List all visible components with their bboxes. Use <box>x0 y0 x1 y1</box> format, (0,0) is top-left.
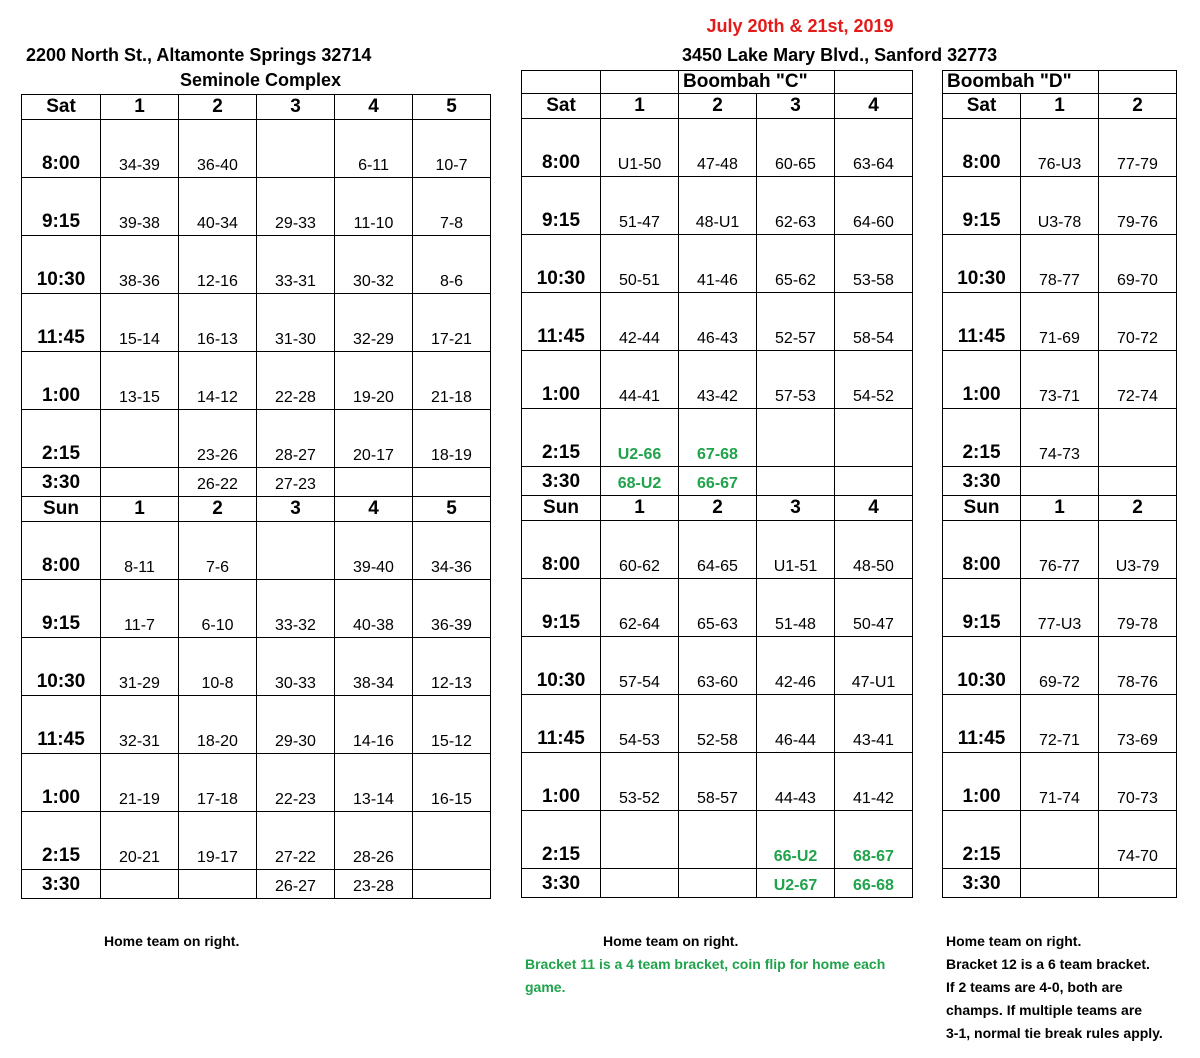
time-slot: 10:30 <box>943 637 1021 695</box>
schedule-row <box>522 579 913 637</box>
game-cell: 14-12 <box>179 352 257 410</box>
game-cell: 58-57 <box>679 753 757 811</box>
boombah-c-sat <box>522 94 913 496</box>
boombah-d-sat <box>943 94 1177 496</box>
game-cell: 50-47 <box>835 579 913 637</box>
schedule-row <box>22 522 491 580</box>
game-cell: 42-46 <box>757 637 835 695</box>
field-header: 1 <box>601 94 679 119</box>
game-cell: 54-53 <box>601 695 679 753</box>
time-slot: 10:30 <box>522 235 601 293</box>
time-slot: 8:00 <box>522 119 601 177</box>
game-cell: 41-42 <box>835 753 913 811</box>
game-cell <box>757 409 835 467</box>
time-slot: 8:00 <box>522 521 601 579</box>
game-cell: 18-20 <box>179 696 257 754</box>
schedule-row <box>22 178 491 236</box>
game-cell: 57-53 <box>757 351 835 409</box>
game-cell: 19-20 <box>335 352 413 410</box>
game-cell: 62-63 <box>757 177 835 235</box>
field-header: 3 <box>257 95 335 120</box>
game-cell <box>601 811 679 869</box>
schedule-row <box>22 120 491 178</box>
time-slot: 11:45 <box>22 696 101 754</box>
schedule-row <box>522 521 913 579</box>
game-cell: 66-67 <box>679 467 757 496</box>
field-header: 1 <box>601 496 679 521</box>
schedule-row <box>22 236 491 294</box>
game-cell: U2-66 <box>601 409 679 467</box>
time-slot: 1:00 <box>22 754 101 812</box>
field-header: 3 <box>757 94 835 119</box>
day-header: Sun <box>943 496 1021 521</box>
game-cell: 28-26 <box>335 812 413 870</box>
schedule-row <box>22 410 491 468</box>
game-cell: 17-21 <box>413 294 491 352</box>
game-cell: 41-46 <box>679 235 757 293</box>
time-slot: 3:30 <box>943 467 1021 496</box>
time-slot: 10:30 <box>522 637 601 695</box>
game-cell <box>179 870 257 899</box>
game-cell: 48-U1 <box>679 177 757 235</box>
time-slot: 11:45 <box>522 293 601 351</box>
time-slot: 11:45 <box>943 293 1021 351</box>
day-header: Sun <box>22 497 101 522</box>
boombah-c-title: Boombah "C" <box>679 71 835 94</box>
schedule-row <box>522 869 913 898</box>
game-cell: 33-31 <box>257 236 335 294</box>
game-cell <box>413 812 491 870</box>
game-cell: 64-65 <box>679 521 757 579</box>
boombah-d-note-line: If 2 teams are 4-0, both are <box>946 979 1123 995</box>
game-cell: 8-6 <box>413 236 491 294</box>
game-cell: 28-27 <box>257 410 335 468</box>
game-cell: 34-39 <box>101 120 179 178</box>
game-cell <box>1099 869 1177 898</box>
game-cell: 8-11 <box>101 522 179 580</box>
game-cell: 11-7 <box>101 580 179 638</box>
game-cell: 63-60 <box>679 637 757 695</box>
game-cell: 23-26 <box>179 410 257 468</box>
game-cell: 51-47 <box>601 177 679 235</box>
game-cell: 48-50 <box>835 521 913 579</box>
game-cell: 20-17 <box>335 410 413 468</box>
time-slot: 8:00 <box>943 119 1021 177</box>
time-slot: 8:00 <box>22 522 101 580</box>
game-cell: 77-U3 <box>1021 579 1099 637</box>
game-cell: 29-33 <box>257 178 335 236</box>
game-cell: 10-8 <box>179 638 257 696</box>
boombah-c-home-note: Home team on right. <box>603 933 739 949</box>
game-cell: 71-69 <box>1021 293 1099 351</box>
boombah-d-note-line: 3-1, normal tie break rules apply. <box>946 1025 1163 1041</box>
game-cell: 31-30 <box>257 294 335 352</box>
time-slot: 2:15 <box>22 410 101 468</box>
game-cell: 78-77 <box>1021 235 1099 293</box>
field-header: 2 <box>679 496 757 521</box>
game-cell <box>1021 811 1099 869</box>
field-header: 4 <box>335 95 413 120</box>
game-cell <box>335 468 413 497</box>
schedule-row <box>522 467 913 496</box>
game-cell: 72-74 <box>1099 351 1177 409</box>
bracket-11-note: Bracket 11 is a 4 team bracket, coin flip for home each game. <box>525 956 886 995</box>
schedule-row <box>943 293 1177 351</box>
game-cell: U1-51 <box>757 521 835 579</box>
game-cell: 36-39 <box>413 580 491 638</box>
boombah-c-title-spacer <box>601 71 679 94</box>
game-cell <box>679 869 757 898</box>
game-cell: 21-19 <box>101 754 179 812</box>
game-cell: 57-54 <box>601 637 679 695</box>
game-cell: 74-73 <box>1021 409 1099 467</box>
game-cell: 53-52 <box>601 753 679 811</box>
sanford-address: 3450 Lake Mary Blvd., Sanford 32773 <box>682 45 998 65</box>
schedule-row <box>943 409 1177 467</box>
schedule-row <box>22 812 491 870</box>
game-cell: 50-51 <box>601 235 679 293</box>
field-header: 2 <box>1099 94 1177 119</box>
game-cell: 30-32 <box>335 236 413 294</box>
schedule-row <box>22 580 491 638</box>
time-slot: 2:15 <box>22 812 101 870</box>
schedule-row <box>522 811 913 869</box>
game-cell <box>101 468 179 497</box>
schedule-row <box>22 696 491 754</box>
game-cell: 38-34 <box>335 638 413 696</box>
time-slot: 11:45 <box>22 294 101 352</box>
game-cell <box>1099 409 1177 467</box>
boombah-c-schedule-table <box>521 70 913 898</box>
time-slot: 1:00 <box>943 753 1021 811</box>
game-cell: 43-41 <box>835 695 913 753</box>
game-cell: 17-18 <box>179 754 257 812</box>
game-cell: 52-57 <box>757 293 835 351</box>
game-cell: 72-71 <box>1021 695 1099 753</box>
game-cell: 42-44 <box>601 293 679 351</box>
game-cell: 7-8 <box>413 178 491 236</box>
game-cell: 26-22 <box>179 468 257 497</box>
game-cell: 67-68 <box>679 409 757 467</box>
game-cell: 11-10 <box>335 178 413 236</box>
game-cell <box>1021 467 1099 496</box>
game-cell: 40-38 <box>335 580 413 638</box>
game-cell: 13-14 <box>335 754 413 812</box>
schedule-row <box>22 294 491 352</box>
game-cell: 64-60 <box>835 177 913 235</box>
field-header: 1 <box>1021 94 1099 119</box>
schedule-row <box>522 409 913 467</box>
time-slot: 9:15 <box>22 178 101 236</box>
boombah-d-notes <box>946 930 1196 1045</box>
game-cell: 47-U1 <box>835 637 913 695</box>
field-header: 4 <box>835 496 913 521</box>
schedule-row <box>943 695 1177 753</box>
schedule-row <box>522 351 913 409</box>
field-header: 4 <box>835 94 913 119</box>
game-cell: 60-65 <box>757 119 835 177</box>
boombah-c-sun <box>522 496 913 898</box>
boombah-d-note-line: Bracket 12 is a 6 team bracket. <box>946 956 1150 972</box>
schedule-row <box>943 235 1177 293</box>
game-cell: 54-52 <box>835 351 913 409</box>
schedule-row <box>943 351 1177 409</box>
field-header: 2 <box>179 95 257 120</box>
time-slot: 1:00 <box>22 352 101 410</box>
game-cell: 68-U2 <box>601 467 679 496</box>
schedule-row <box>22 638 491 696</box>
boombah-d-sun <box>943 496 1177 898</box>
game-cell: 26-27 <box>257 870 335 899</box>
seminole-sat <box>22 95 491 497</box>
time-slot: 10:30 <box>943 235 1021 293</box>
game-cell: 32-29 <box>335 294 413 352</box>
time-slot: 2:15 <box>943 811 1021 869</box>
game-cell: 18-19 <box>413 410 491 468</box>
day-header: Sat <box>22 95 101 120</box>
game-cell: 6-11 <box>335 120 413 178</box>
game-cell: 76-77 <box>1021 521 1099 579</box>
time-slot: 9:15 <box>522 579 601 637</box>
game-cell <box>101 870 179 899</box>
game-cell: 27-23 <box>257 468 335 497</box>
game-cell: 69-70 <box>1099 235 1177 293</box>
field-header: 3 <box>757 496 835 521</box>
game-cell: 46-43 <box>679 293 757 351</box>
game-cell: 73-71 <box>1021 351 1099 409</box>
game-cell: 66-U2 <box>757 811 835 869</box>
game-cell: 65-62 <box>757 235 835 293</box>
game-cell: 30-33 <box>257 638 335 696</box>
time-slot: 1:00 <box>522 753 601 811</box>
game-cell: 73-69 <box>1099 695 1177 753</box>
field-header: 1 <box>101 497 179 522</box>
game-cell <box>257 522 335 580</box>
boombah-d-title: Boombah "D" <box>943 71 1099 94</box>
time-slot: 3:30 <box>522 869 601 898</box>
game-cell: 51-48 <box>757 579 835 637</box>
game-cell: 68-67 <box>835 811 913 869</box>
schedule-row <box>22 870 491 899</box>
game-cell: 46-44 <box>757 695 835 753</box>
game-cell: 33-32 <box>257 580 335 638</box>
game-cell: 74-70 <box>1099 811 1177 869</box>
game-cell: 13-15 <box>101 352 179 410</box>
game-cell: 15-14 <box>101 294 179 352</box>
game-cell: 53-58 <box>835 235 913 293</box>
game-cell: 44-43 <box>757 753 835 811</box>
time-slot: 2:15 <box>522 811 601 869</box>
game-cell <box>835 409 913 467</box>
time-slot: 11:45 <box>943 695 1021 753</box>
schedule-row <box>943 119 1177 177</box>
schedule-row <box>522 293 913 351</box>
seminole-venue-name: Seminole Complex <box>180 70 342 90</box>
game-cell: 12-13 <box>413 638 491 696</box>
game-cell: 66-68 <box>835 869 913 898</box>
game-cell <box>757 467 835 496</box>
day-header: Sat <box>522 94 601 119</box>
schedule-row <box>22 468 491 497</box>
schedule-row <box>522 119 913 177</box>
day-header: Sat <box>943 94 1021 119</box>
game-cell: 16-15 <box>413 754 491 812</box>
boombah-d-note-line: champs. If multiple teams are <box>946 1002 1143 1018</box>
game-cell: 7-6 <box>179 522 257 580</box>
field-header: 2 <box>179 497 257 522</box>
schedule-row <box>522 235 913 293</box>
boombah-d-title-spacer <box>1099 71 1177 94</box>
game-cell: 12-16 <box>179 236 257 294</box>
game-cell: 32-31 <box>101 696 179 754</box>
game-cell: 77-79 <box>1099 119 1177 177</box>
time-slot: 9:15 <box>22 580 101 638</box>
schedule-row <box>943 467 1177 496</box>
game-cell: 52-58 <box>679 695 757 753</box>
game-cell: 19-17 <box>179 812 257 870</box>
time-slot: 11:45 <box>522 695 601 753</box>
game-cell: 36-40 <box>179 120 257 178</box>
game-cell: 20-21 <box>101 812 179 870</box>
schedule-row <box>943 521 1177 579</box>
seminole-schedule-table <box>21 94 491 899</box>
game-cell: 29-30 <box>257 696 335 754</box>
field-header: 5 <box>413 95 491 120</box>
game-cell: 40-34 <box>179 178 257 236</box>
game-cell: 70-72 <box>1099 293 1177 351</box>
time-slot: 1:00 <box>943 351 1021 409</box>
game-cell <box>679 811 757 869</box>
game-cell <box>835 467 913 496</box>
game-cell: 14-16 <box>335 696 413 754</box>
event-date: July 20th & 21st, 2019 <box>706 16 894 36</box>
game-cell <box>257 120 335 178</box>
game-cell: 23-28 <box>335 870 413 899</box>
game-cell <box>1099 467 1177 496</box>
schedule-row <box>522 177 913 235</box>
seminole-sun <box>22 497 491 899</box>
game-cell: 63-64 <box>835 119 913 177</box>
game-cell: 76-U3 <box>1021 119 1099 177</box>
seminole-address: 2200 North St., Altamonte Springs 32714 <box>26 45 372 65</box>
game-cell: 78-76 <box>1099 637 1177 695</box>
schedule-row <box>522 695 913 753</box>
game-cell: 44-41 <box>601 351 679 409</box>
schedule-row <box>943 579 1177 637</box>
game-cell: 62-64 <box>601 579 679 637</box>
field-header: 2 <box>679 94 757 119</box>
game-cell: 39-40 <box>335 522 413 580</box>
schedule-row <box>522 637 913 695</box>
field-header: 5 <box>413 497 491 522</box>
time-slot: 3:30 <box>22 468 101 497</box>
time-slot: 9:15 <box>943 579 1021 637</box>
game-cell: 79-78 <box>1099 579 1177 637</box>
boombah-c-title-spacer <box>835 71 913 94</box>
game-cell <box>413 468 491 497</box>
game-cell: 21-18 <box>413 352 491 410</box>
schedule-row <box>22 352 491 410</box>
game-cell <box>101 410 179 468</box>
game-cell: U3-78 <box>1021 177 1099 235</box>
time-slot: 9:15 <box>522 177 601 235</box>
game-cell: 43-42 <box>679 351 757 409</box>
time-slot: 8:00 <box>22 120 101 178</box>
game-cell: 34-36 <box>413 522 491 580</box>
time-slot: 3:30 <box>22 870 101 899</box>
game-cell: 16-13 <box>179 294 257 352</box>
schedule-row <box>943 869 1177 898</box>
game-cell: 38-36 <box>101 236 179 294</box>
game-cell: 39-38 <box>101 178 179 236</box>
time-slot: 10:30 <box>22 638 101 696</box>
time-slot: 10:30 <box>22 236 101 294</box>
game-cell: 15-12 <box>413 696 491 754</box>
schedule-row <box>943 637 1177 695</box>
game-cell: 71-74 <box>1021 753 1099 811</box>
game-cell: 22-28 <box>257 352 335 410</box>
time-slot: 1:00 <box>522 351 601 409</box>
game-cell: 6-10 <box>179 580 257 638</box>
boombah-c-title-spacer <box>522 71 601 94</box>
boombah-d-note-line: Home team on right. <box>946 933 1082 949</box>
game-cell: 10-7 <box>413 120 491 178</box>
day-header: Sun <box>522 496 601 521</box>
schedule-row <box>943 811 1177 869</box>
game-cell: 79-76 <box>1099 177 1177 235</box>
schedule-row <box>943 177 1177 235</box>
game-cell: U1-50 <box>601 119 679 177</box>
game-cell: 65-63 <box>679 579 757 637</box>
schedule-row <box>22 754 491 812</box>
time-slot: 2:15 <box>522 409 601 467</box>
time-slot: 8:00 <box>943 521 1021 579</box>
field-header: 3 <box>257 497 335 522</box>
game-cell: 31-29 <box>101 638 179 696</box>
schedule-row <box>943 753 1177 811</box>
game-cell: 69-72 <box>1021 637 1099 695</box>
field-header: 4 <box>335 497 413 522</box>
game-cell: 22-23 <box>257 754 335 812</box>
seminole-home-note: Home team on right. <box>104 933 240 949</box>
game-cell <box>601 869 679 898</box>
game-cell <box>1021 869 1099 898</box>
boombah-d-schedule-table <box>942 70 1177 898</box>
field-header: 2 <box>1099 496 1177 521</box>
game-cell: 27-22 <box>257 812 335 870</box>
time-slot: 9:15 <box>943 177 1021 235</box>
game-cell: U3-79 <box>1099 521 1177 579</box>
game-cell: 60-62 <box>601 521 679 579</box>
game-cell: 70-73 <box>1099 753 1177 811</box>
game-cell: 47-48 <box>679 119 757 177</box>
field-header: 1 <box>1021 496 1099 521</box>
game-cell: U2-67 <box>757 869 835 898</box>
field-header: 1 <box>101 95 179 120</box>
time-slot: 3:30 <box>522 467 601 496</box>
time-slot: 2:15 <box>943 409 1021 467</box>
schedule-row <box>522 753 913 811</box>
game-cell: 58-54 <box>835 293 913 351</box>
time-slot: 3:30 <box>943 869 1021 898</box>
game-cell <box>413 870 491 899</box>
